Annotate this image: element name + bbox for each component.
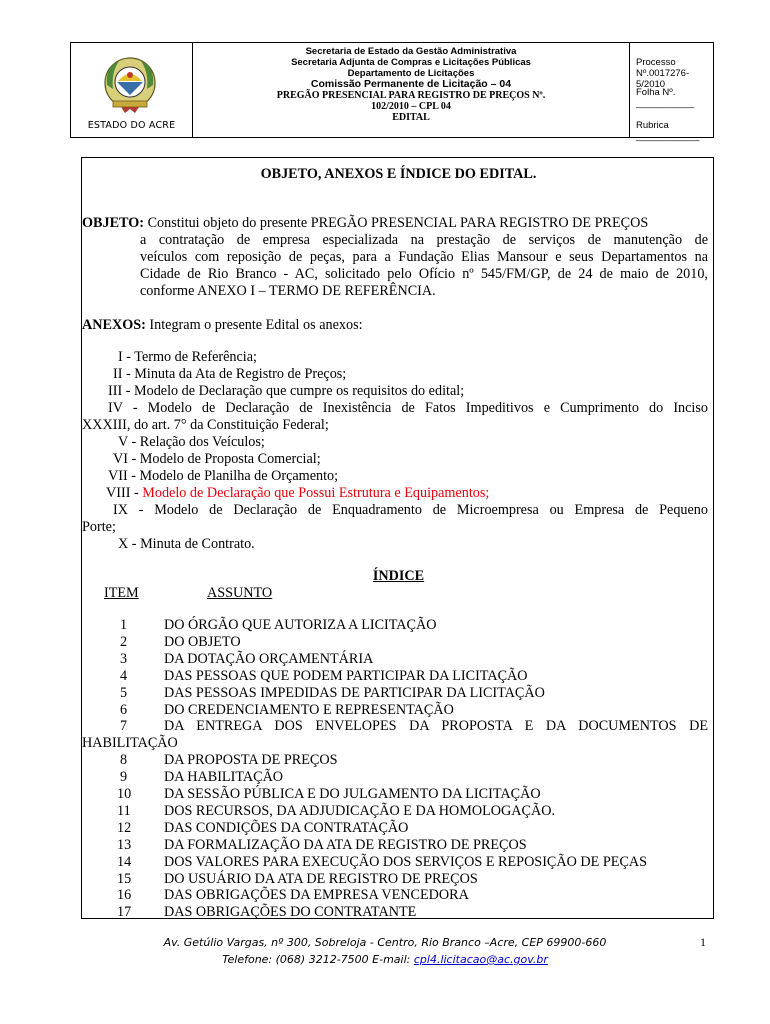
index-item-text: DA SESSÃO PÚBLICA E DO JULGAMENTO DA LICITAÇÃO [164,786,541,802]
header-logo-cell [71,43,193,137]
objeto-label: OBJETO: [82,215,145,231]
anexos-text: Integram o presente Edital os anexos: [149,317,363,333]
index-item-number: 16 [117,887,132,904]
objeto-text-3: veículos com reposição de peças, para a Fundação Elias Mansour e seus Departamentos na [140,249,708,265]
index-item-number: 2 [120,633,128,650]
annex-item-3: III - Modelo de Declaração que cumpre os requisitos do edital; [108,383,465,399]
process-number: Processo Nº.0017276-5/2010 [636,57,690,90]
annex-item-4-cont: XXXIII, do art. 7° da Constituição Federal; [82,417,329,433]
index-item-text: DA PROPOSTA DE PREÇOS [164,752,338,769]
footer-email-link[interactable]: cpl4.licitacao@ac.gov.br [413,953,548,966]
anexos-label: ANEXOS: [82,317,146,333]
header-process-cell [630,43,713,142]
objeto-paragraph-line1 [82,215,648,232]
annex-item-9-cont: Porte; [82,519,116,535]
state-coat-of-arms-icon [101,55,159,115]
annex-item-8-number: VIII - [106,485,143,501]
header-pregao-number: 102/2010 – CPL 04 [371,101,451,112]
index-item-text: DA HABILITAÇÃO [164,769,284,786]
indice-col-assunto: ASSUNTO [207,585,273,601]
index-item-number: 4 [120,667,128,684]
annex-item-8 [106,485,489,502]
objeto-text-2: a contratação de empresa especializada na prestação de serviços de manutenção de [140,232,708,248]
rubrica-field: Rubrica ____________ [636,120,700,142]
annex-item-1: I - Termo de Referência; [118,349,257,365]
annex-item-4: IV - Modelo de Declaração de Inexistência de Fatos Impeditivos e Cumprimento do Inciso [108,400,708,416]
index-item-text: DAS OBRIGAÇÕES DO CONTRATANTE [164,904,417,921]
index-item-text: DOS RECURSOS, DA ADJUDICAÇÃO E DA HOMOLOGAÇÃO. [164,802,555,819]
annex-item-6: VI - Modelo de Proposta Comercial; [113,451,321,467]
footer-address: Av. Getúlio Vargas, nº 300, Sobreloja - Centro, Rio Branco –Acre, CEP 69900-660 [163,936,607,949]
index-item-number: 1 [120,617,128,633]
document-header [70,42,714,142]
index-item-text: DA DOTAÇÃO ORÇAMENTÁRIA [164,650,374,667]
index-item-text: DAS PESSOAS IMPEDIDAS DE PARTICIPAR DA LICITAÇÃO [164,684,545,701]
index-item-number: 10 [117,786,132,802]
header-pregao: PREGÃO PRESENCIAL PARA REGISTRO DE PREÇOS Nº. [276,90,546,101]
annex-item-8-text: Modelo de Declaração que Possui Estrutura e Equipamentos; [142,485,490,501]
index-item-text: DO USUÁRIO DA ATA DE REGISTRO DE PREÇOS [164,870,478,887]
index-item-text: DA ENTREGA DOS ENVELOPES DA PROPOSTA E DA DOCUMENTOS DE [164,718,708,735]
footer-contact [0,953,770,966]
index-item-number: 9 [120,769,128,786]
annex-item-10: X - Minuta de Contrato. [118,536,255,552]
index-item-number: 7 [120,718,128,735]
index-item-number: 14 [117,853,132,870]
state-name: ESTADO DO ACRE [87,120,176,131]
header-departamento: Departamento de Licitações [347,68,475,79]
objeto-text-1: Constitui objeto do presente PREGÃO PRESENCIAL PARA REGISTRO DE PREÇOS [147,215,649,231]
header-edital: EDITAL [392,112,430,123]
annex-item-2: II - Minuta da Ata de Registro de Preços; [113,366,347,382]
annex-item-5: V - Relação dos Veículos; [118,434,265,450]
edital-content-box [81,157,714,919]
index-item-number: 15 [117,870,132,887]
doc-title: OBJETO, ANEXOS E ÍNDICE DO EDITAL. [260,166,537,182]
objeto-text-5: conforme ANEXO I – TERMO DE REFERÊNCIA. [140,283,436,299]
index-item-number: 8 [120,752,128,769]
index-item-text: DO CREDENCIAMENTO E REPRESENTAÇÃO [164,701,454,718]
index-item-text: DO ÓRGÃO QUE AUTORIZA A LICITAÇÃO [164,617,437,633]
index-item-number: 13 [117,836,132,853]
objeto-text-4: Cidade de Rio Branco - AC, solicitado pelo Ofício nº 545/FM/GP, de 24 de maio de 2010, [140,266,708,282]
annex-item-9: IX - Modelo de Declaração de Enquadramento de Microempresa ou Empresa de Pequeno [113,502,708,518]
page-number: 1 [700,935,706,949]
index-item-text: DA FORMALIZAÇÃO DA ATA DE REGISTRO DE PREÇOS [164,836,527,853]
indice-title: ÍNDICE [372,568,425,584]
folha-field: Folha Nº. ___________ [636,87,695,109]
indice-col-item: ITEM [104,585,139,601]
index-item-number: 11 [117,802,131,819]
header-secretaria-adjunta: Secretaria Adjunta de Compras e Licitações Públicas [291,57,531,68]
index-item-number: 3 [120,650,128,667]
index-item-number: 12 [117,819,132,836]
index-item-text: DO OBJETO [164,633,241,650]
header-secretaria: Secretaria de Estado da Gestão Administrativa [305,46,517,57]
annex-item-7: VII - Modelo de Planilha de Orçamento; [108,468,339,484]
index-item-text: DAS OBRIGAÇÕES DA EMPRESA VENCEDORA [164,887,469,904]
index-item-number: 6 [120,701,128,718]
index-item-text: DAS PESSOAS QUE PODEM PARTICIPAR DA LICITAÇÃO [164,667,528,684]
index-item-7-cont: HABILITAÇÃO [82,735,178,752]
index-item-text: DAS CONDIÇÕES DA CONTRATAÇÃO [164,819,409,836]
footer-phone: Telefone: (068) 3212-7500 E-mail: [222,953,414,966]
header-title-block [193,43,630,137]
index-item-number: 5 [120,684,128,701]
anexos-line [82,317,363,334]
header-comissao: Comissão Permanente de Licitação – 04 [310,78,512,90]
index-item-text: DOS VALORES PARA EXECUÇÃO DOS SERVIÇOS E REPOSIÇÃO DE PEÇAS [164,853,648,870]
index-item-number: 17 [117,904,132,921]
